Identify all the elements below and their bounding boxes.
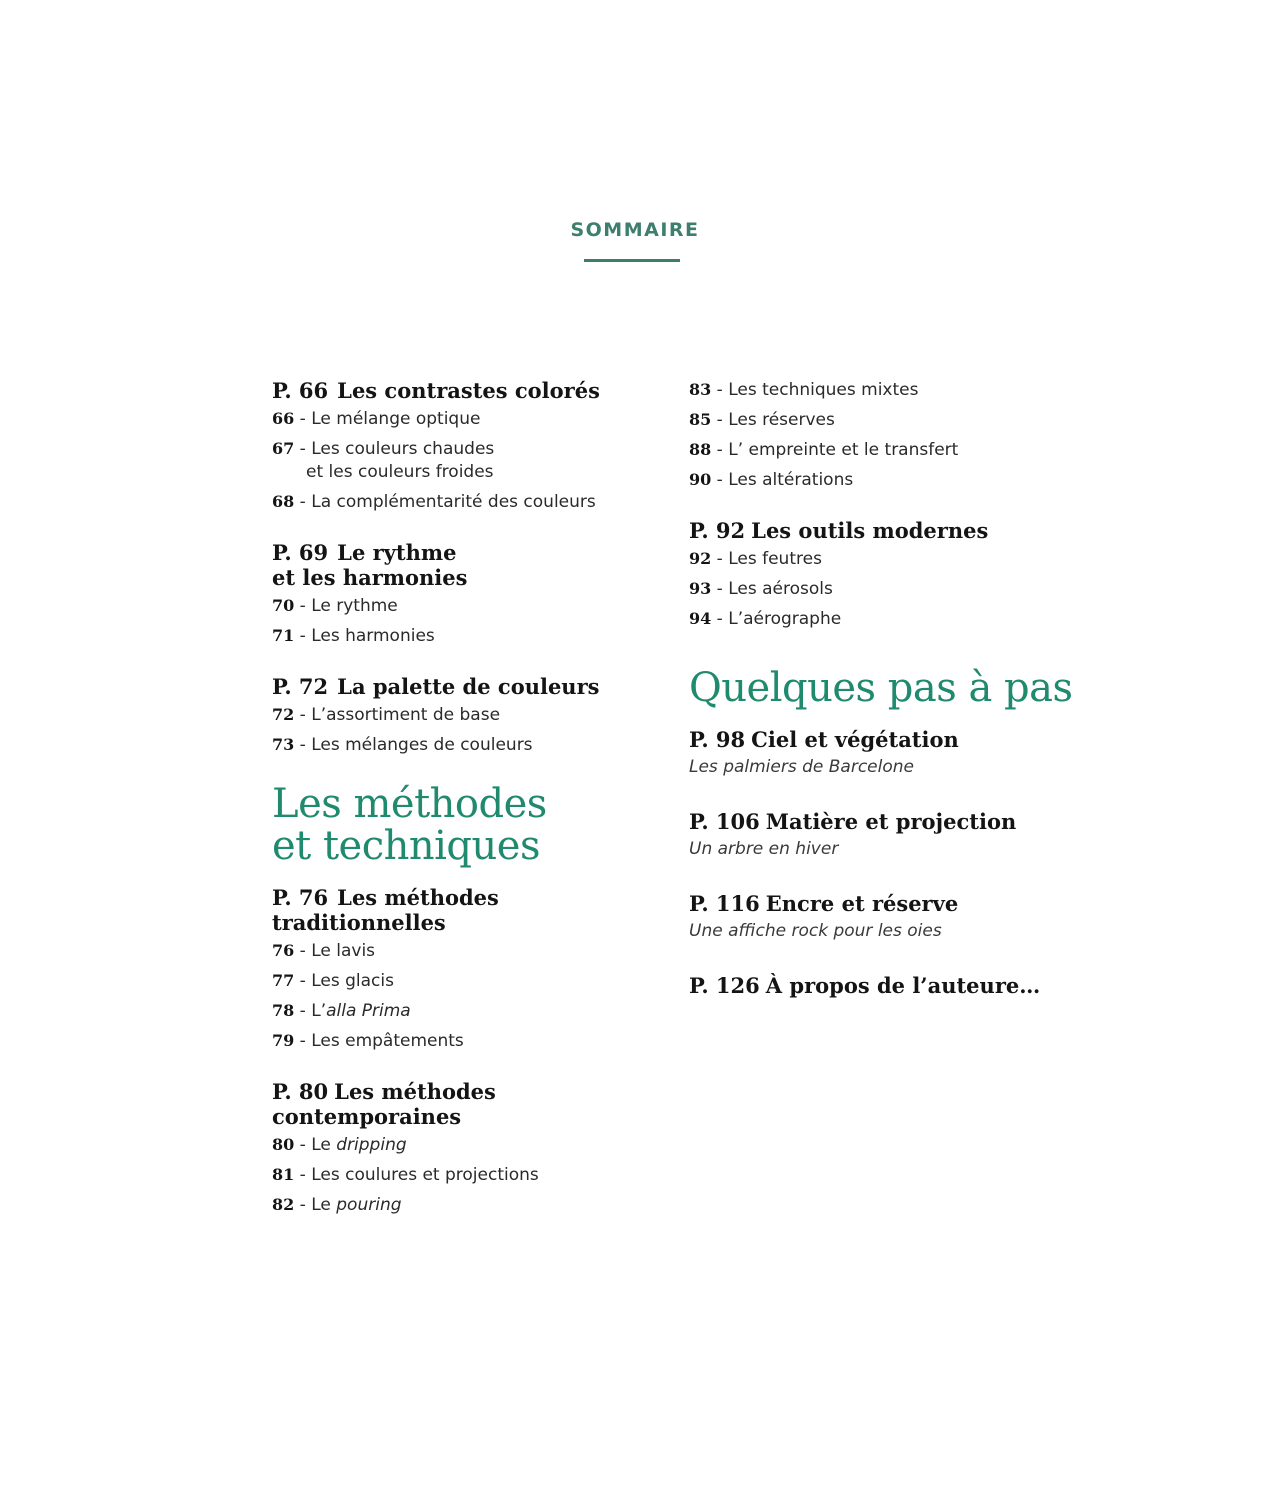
toc-section-traditionnelles xyxy=(272,885,672,1053)
page-title: SOMMAIRE xyxy=(570,219,700,241)
entry-page: 77 xyxy=(272,971,295,990)
entry-sep: - xyxy=(716,549,723,569)
entry-page: 71 xyxy=(272,626,295,645)
entry-text: Le mélange optique xyxy=(311,409,481,429)
entry-page: 73 xyxy=(272,735,295,754)
entry-text: Le lavis xyxy=(311,941,376,961)
entry-sep: - xyxy=(299,1031,306,1051)
entry-sep: - xyxy=(299,439,306,459)
entry-page: 93 xyxy=(689,579,712,598)
entry-text-italic: dripping xyxy=(336,1135,407,1155)
toc-step[interactable] xyxy=(689,809,1109,861)
page-ref: P. 69 xyxy=(272,540,329,565)
entry-text: La complémentarité des couleurs xyxy=(311,492,596,512)
entry-sep: - xyxy=(716,470,723,490)
entry-page: 67 xyxy=(272,439,295,458)
entry-text-prefix: L’ xyxy=(311,1001,327,1021)
entry-sep: - xyxy=(716,609,723,629)
section-title-text: Les méthodes xyxy=(337,885,499,910)
page-ref: P. 66 xyxy=(272,378,329,403)
entry-sep: - xyxy=(299,1195,306,1215)
step-subtitle: Une affiche rock pour les oies xyxy=(689,921,942,941)
toc-section-contemporaines xyxy=(272,1079,672,1217)
entry-page: 70 xyxy=(272,596,295,615)
entry-text: Les harmonies xyxy=(311,626,435,646)
toc-entry[interactable] xyxy=(272,733,672,757)
section-title[interactable] xyxy=(689,518,1109,543)
page-ref: P. 76 xyxy=(272,885,329,910)
entry-page: 81 xyxy=(272,1165,295,1184)
entry-sep: - xyxy=(299,941,306,961)
toc-entry[interactable] xyxy=(689,438,1109,462)
entry-text: Les glacis xyxy=(311,971,394,991)
toc-entry[interactable] xyxy=(272,490,672,514)
entry-text-continued: et les couleurs froides xyxy=(306,462,494,482)
toc-entry[interactable] xyxy=(272,1193,672,1217)
entry-sep: - xyxy=(299,705,306,725)
entry-text: L’assortiment de base xyxy=(311,705,501,725)
section-title xyxy=(689,973,1109,998)
entry-sep: - xyxy=(716,380,723,400)
toc-entry[interactable] xyxy=(272,1163,672,1187)
entry-text: Les coulures et projections xyxy=(311,1165,539,1185)
page-ref: P. 80 xyxy=(272,1079,329,1104)
section-title[interactable] xyxy=(272,1079,672,1129)
page-ref: P. 116 xyxy=(689,891,760,916)
part-title-methodes xyxy=(272,783,672,867)
entry-page: 94 xyxy=(689,609,712,628)
part-title-line1: Quelques pas à pas xyxy=(689,665,1073,711)
toc-entry[interactable] xyxy=(689,378,1109,402)
section-title-text: Les méthodes xyxy=(334,1079,496,1104)
toc-entry[interactable] xyxy=(272,703,672,727)
toc-section-contrastes xyxy=(272,378,672,514)
entry-page: 88 xyxy=(689,440,712,459)
entry-page: 80 xyxy=(272,1135,295,1154)
toc-section-palette xyxy=(272,674,672,757)
section-title[interactable] xyxy=(272,378,672,403)
entry-text: Les techniques mixtes xyxy=(728,380,919,400)
section-title[interactable] xyxy=(272,885,672,935)
entry-page: 78 xyxy=(272,1001,295,1020)
page-ref: P. 106 xyxy=(689,809,760,834)
page-ref: P. 72 xyxy=(272,674,329,699)
section-title xyxy=(689,809,1109,834)
toc-step[interactable] xyxy=(689,727,1109,779)
entry-text: L’aérographe xyxy=(728,609,842,629)
section-title[interactable] xyxy=(272,674,672,699)
entry-sep: - xyxy=(716,440,723,460)
entry-sep: - xyxy=(716,579,723,599)
toc-right-column xyxy=(689,378,1109,1028)
entry-text: Les mélanges de couleurs xyxy=(311,735,533,755)
entry-page: 66 xyxy=(272,409,295,428)
entry-text: Les couleurs chaudes xyxy=(311,439,495,459)
entry-sep: - xyxy=(299,735,306,755)
entry-page: 85 xyxy=(689,410,712,429)
entry-page: 76 xyxy=(272,941,295,960)
entry-sep: - xyxy=(716,410,723,430)
entry-sep: - xyxy=(299,492,306,512)
entry-text: Les aérosols xyxy=(728,579,833,599)
step-subtitle: Les palmiers de Barcelone xyxy=(689,757,915,777)
entry-text: Le rythme xyxy=(311,596,398,616)
toc-entry[interactable] xyxy=(689,468,1109,492)
toc-section-outils xyxy=(689,518,1109,631)
step-subtitle: Un arbre en hiver xyxy=(689,839,839,859)
title-underline xyxy=(584,259,680,262)
page-ref: P. 92 xyxy=(689,518,746,543)
entry-text: Les empâtements xyxy=(311,1031,464,1051)
entry-sep: - xyxy=(299,626,306,646)
entry-sep: - xyxy=(299,971,306,991)
part-title-pas-a-pas xyxy=(689,667,1109,709)
toc-entry[interactable] xyxy=(272,999,672,1023)
section-title-text-line2: traditionnelles xyxy=(272,910,446,935)
entry-text: Les altérations xyxy=(728,470,854,490)
section-title-text: Les contrastes colorés xyxy=(337,378,600,403)
toc-entry[interactable] xyxy=(272,939,672,963)
toc-entry[interactable] xyxy=(272,407,672,431)
entry-text: Les réserves xyxy=(728,410,835,430)
entry-sep: - xyxy=(299,1165,306,1185)
toc-entry[interactable] xyxy=(272,624,672,648)
entry-sep: - xyxy=(299,596,306,616)
toc-entry[interactable] xyxy=(689,607,1109,631)
entry-text-italic: pouring xyxy=(336,1195,402,1215)
section-title-text-line2: contemporaines xyxy=(272,1104,462,1129)
section-title-text: Le rythme xyxy=(337,540,457,565)
entry-page: 83 xyxy=(689,380,712,399)
part-title-line2: et techniques xyxy=(272,823,540,869)
entry-text: L’ empreinte et le transfert xyxy=(728,440,959,460)
entry-text-prefix: Le xyxy=(311,1135,337,1155)
page-ref: P. 126 xyxy=(689,973,760,998)
entry-page: 92 xyxy=(689,549,712,568)
toc-entry[interactable] xyxy=(272,594,672,618)
section-title-text: Ciel et végétation xyxy=(751,727,959,752)
toc-entry[interactable] xyxy=(689,577,1109,601)
toc-entry[interactable] xyxy=(689,547,1109,571)
section-title-text: Les outils modernes xyxy=(751,518,989,543)
entry-sep: - xyxy=(299,409,306,429)
entry-text-prefix: Le xyxy=(311,1195,337,1215)
toc-section-continued xyxy=(689,378,1109,492)
toc-entry[interactable] xyxy=(272,1133,672,1157)
section-title-text-line2: et les harmonies xyxy=(272,565,468,590)
section-title-text: Matière et projection xyxy=(765,809,1017,834)
toc-step[interactable] xyxy=(689,973,1109,998)
entry-page: 79 xyxy=(272,1031,295,1050)
section-title xyxy=(689,891,1109,916)
section-title-text: La palette de couleurs xyxy=(337,674,600,699)
section-title-text: À propos de l’auteure… xyxy=(765,973,1041,998)
toc-section-rythme xyxy=(272,540,672,648)
toc-entry[interactable] xyxy=(689,408,1109,432)
entry-sep: - xyxy=(299,1135,306,1155)
toc-entry[interactable] xyxy=(272,969,672,993)
entry-text: Les feutres xyxy=(728,549,822,569)
toc-entry[interactable] xyxy=(272,1029,672,1053)
entry-sep: - xyxy=(299,1001,306,1021)
entry-page: 72 xyxy=(272,705,295,724)
page-ref: P. 98 xyxy=(689,727,746,752)
entry-page: 82 xyxy=(272,1195,295,1214)
section-title-text: Encre et réserve xyxy=(765,891,959,916)
entry-text-italic: alla Prima xyxy=(326,1001,411,1021)
section-title xyxy=(689,727,1109,752)
entry-page: 90 xyxy=(689,470,712,489)
part-title-line1: Les méthodes xyxy=(272,781,547,827)
toc-left-column xyxy=(272,378,672,1243)
toc-step[interactable] xyxy=(689,891,1109,943)
section-title[interactable] xyxy=(272,540,672,590)
entry-page: 68 xyxy=(272,492,295,511)
toc-entry[interactable] xyxy=(272,437,672,484)
